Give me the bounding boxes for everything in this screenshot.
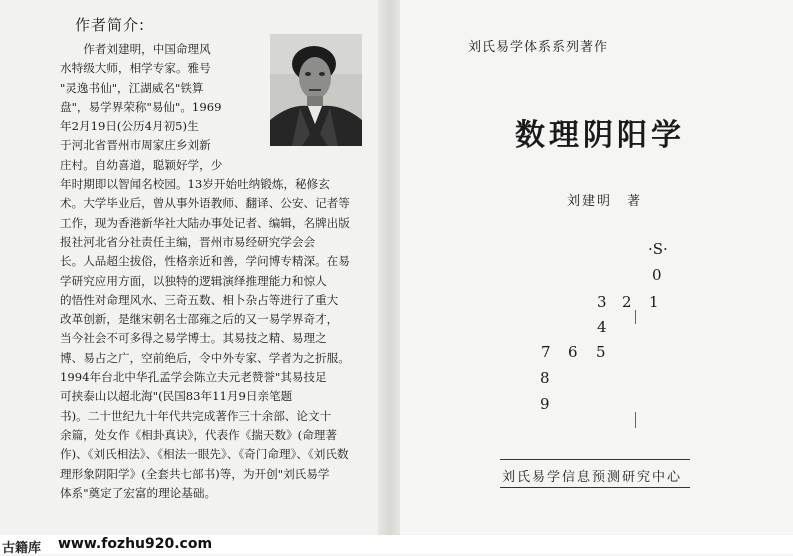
diagram-digit-9: 9 — [540, 395, 550, 413]
book-author: 刘建明 著 — [567, 194, 643, 209]
watermark-site-url: www.fozhu920.com — [58, 536, 213, 552]
diagram-digit-8: 8 — [540, 369, 550, 387]
bio-line: 当今社会不可多得之易学博士。其易技之精、易理之 — [60, 331, 327, 346]
bio-line: 书)。二十世纪九十年代共完成著作三十余部、论文十 — [60, 408, 332, 423]
bio-line: "灵逸书仙"，江湖威名"铁算 — [60, 80, 204, 95]
bio-line: 改革创新，是继宋朝名士邵雍之后的又一易学界奇才， — [60, 312, 339, 327]
bio-line: 年时期即以智闻名校园。13岁开始吐纳锻炼，秘修玄 — [60, 177, 330, 192]
bio-line: 术。大学毕业后，曾从事外语教师、翻译、公安、记者等 — [60, 196, 350, 211]
watermark-site-label: 古籍库 — [2, 541, 42, 556]
bio-line: 可挟泰山以超北海"(民国83年11月9日亲笔题 — [60, 389, 293, 404]
publisher-rule-bottom — [500, 487, 690, 488]
bio-line: 庄村。自幼喜道，聪颖好学，少 — [60, 157, 223, 172]
bio-line: 理形象阴阳学》(全套共七部书)等，为开创"刘氏易学 — [60, 466, 330, 481]
right-page — [400, 0, 793, 535]
bio-line: 长。人品超尘拔俗，性格亲近和善，学问博专精深。在易 — [60, 254, 350, 269]
bio-line: 于河北省晋州市周家庄乡刘新 — [60, 138, 211, 153]
bio-line: 作者刘建明，中国命理风 — [60, 42, 211, 56]
bio-line: 博、易占之广，空前绝后，令中外专家、学者为之折服。 — [60, 350, 350, 365]
diagram-tick-upper — [635, 310, 636, 324]
bio-line: 余篇，处女作《相卦真诀》，代表作《揣天数》(命理著 — [60, 427, 337, 442]
bio-line: 水特级大师，相学专家。雅号 — [60, 61, 211, 76]
diagram-digit-7: 7 — [541, 343, 551, 361]
diagram-digit-0: 0 — [652, 266, 662, 284]
diagram-digit-2: 2 — [622, 293, 632, 311]
diagram-tick-lower — [635, 412, 636, 428]
bio-line: 报社河北省分社责任主编，晋州市易经研究学会会 — [60, 234, 316, 249]
bio-line: 作)、《刘氏相法》、《相法一眼先》、《奇门命理》、《刘氏数 — [60, 447, 349, 462]
publisher-rule-top — [500, 459, 690, 460]
diagram-digit-4: 4 — [597, 318, 607, 336]
diagram-digit-3: 3 — [597, 293, 607, 311]
diagram-symbol-s: ·S· — [648, 240, 668, 258]
diagram-digit-1: 1 — [649, 293, 659, 311]
series-title: 刘氏易学体系系列著作 — [468, 40, 609, 55]
diagram-digit-5: 5 — [596, 343, 606, 361]
bio-line: 年2月19日(公历4月初5)生 — [60, 119, 199, 134]
bio-line: 的悟性对命理风水、三奇五数、相卜杂占等进行了重大 — [60, 292, 339, 307]
bio-line: 盘"，易学界荣称"易仙"。1969 — [60, 99, 222, 114]
author-bio — [60, 40, 390, 503]
bio-line: 学研究应用方面，以独特的逻辑演绎推理能力和惊人 — [60, 273, 327, 288]
bio-line: 工作，现为香港新华社大陆办事处记者、编辑，名牌出版 — [60, 215, 350, 230]
bio-heading: 作者简介: — [75, 16, 146, 34]
publisher-name: 刘氏易学信息预测研究中心 — [502, 470, 683, 485]
book-title: 数理阴阳学 — [515, 118, 685, 153]
diagram-digit-6: 6 — [568, 343, 578, 361]
bio-line: 1994年台北中华孔孟学会陈立夫元老赞誉"其易技足 — [60, 370, 327, 385]
bio-line: 体系"奠定了宏富的理论基础。 — [60, 485, 217, 500]
